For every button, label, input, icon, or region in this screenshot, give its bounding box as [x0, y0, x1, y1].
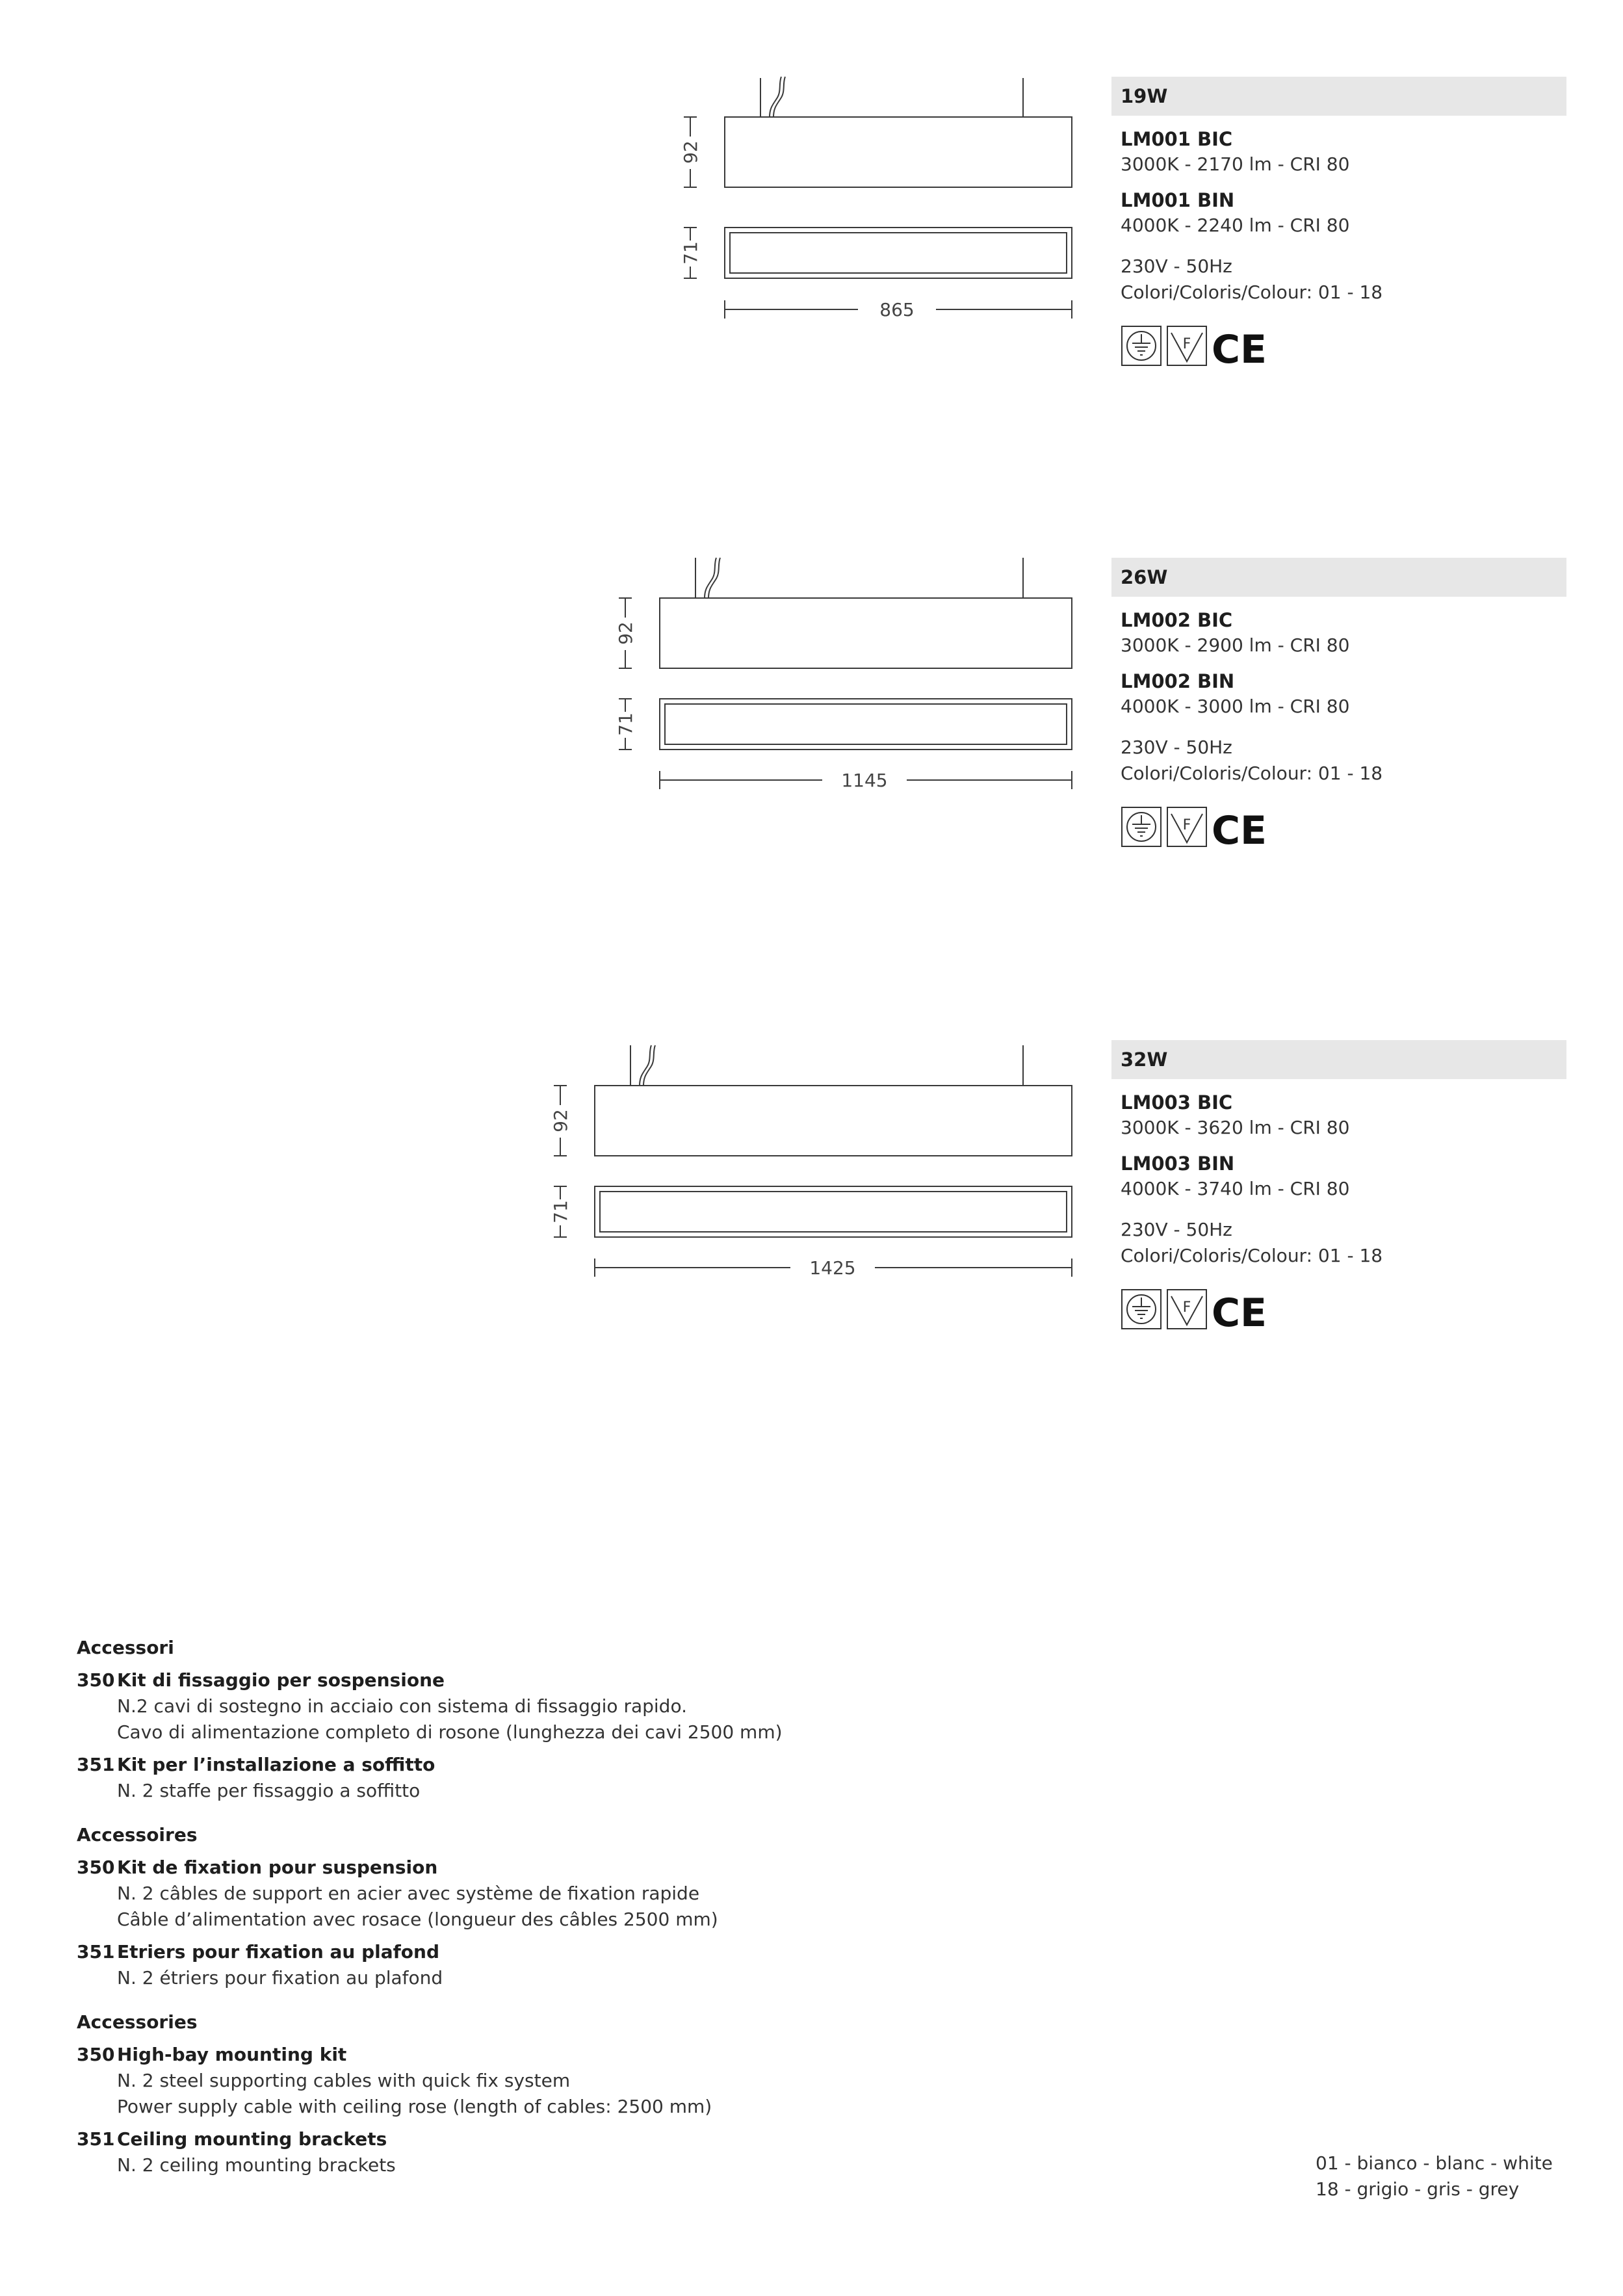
model-bic	[1121, 1089, 1566, 1140]
ce-mark-icon: CE	[1212, 808, 1267, 850]
product-spec-32w	[1111, 1040, 1566, 1333]
power-cable	[640, 1045, 651, 1086]
model-code: LM003 BIN	[1121, 1153, 1235, 1175]
accessory-description: N. 2 câbles de support en acier avec système de fixation rapide	[117, 1883, 700, 1904]
f-mark-icon	[1167, 1290, 1206, 1329]
model-bin	[1121, 187, 1566, 238]
model-code: LM003 BIC	[1121, 1091, 1233, 1114]
accessories-heading-en: Accessories	[77, 2011, 198, 2033]
product-drawing-26w	[598, 553, 1079, 813]
electrical-info	[1121, 254, 1566, 306]
f-mark-label: F	[1182, 1299, 1191, 1316]
voltage: 230V - 50Hz	[1121, 1219, 1232, 1240]
model-code: LM001 BIN	[1121, 189, 1235, 211]
colour-options: Colori/Coloris/Colour: 01 - 18	[1121, 1245, 1383, 1266]
depth-dimension: 71	[680, 241, 701, 265]
power-badge: 32W	[1111, 1040, 1566, 1079]
accessory-title: High-bay mounting kit	[117, 2044, 347, 2065]
model-code: LM001 BIC	[1121, 128, 1233, 150]
depth-dimension: 71	[615, 712, 636, 736]
accessory-description: N.2 cavi di sostegno in acciaio con sistema di fissaggio rapido.	[117, 1695, 687, 1717]
accessory-number: 350	[77, 2044, 115, 2065]
accessory-number: 351	[77, 2128, 115, 2150]
accessory-title: Etriers pour fixation au plafond	[117, 1941, 440, 1963]
f-mark-icon	[1167, 326, 1206, 365]
accessory-item	[77, 1939, 1052, 1991]
power-cable	[705, 558, 716, 598]
accessory-number: 350	[77, 1857, 115, 1878]
colour-legend	[1316, 2150, 1553, 2202]
luminaire-bottom-view	[725, 228, 1072, 278]
accessory-title: Kit di fissaggio per sospensione	[117, 1669, 445, 1691]
accessories-heading-it: Accessori	[77, 1637, 174, 1658]
power-cable-outline	[643, 1045, 655, 1086]
electrical-info	[1121, 1217, 1566, 1269]
model-spec: 3000K - 3620 lm - CRI 80	[1121, 1117, 1350, 1138]
product-drawing-32w	[533, 1040, 1079, 1300]
ce-mark-icon: CE	[1212, 1290, 1267, 1333]
model-bin	[1121, 1151, 1566, 1201]
height-dimension: 92	[615, 621, 636, 645]
model-spec: 4000K - 3000 lm - CRI 80	[1121, 696, 1350, 717]
accessory-description: N. 2 ceiling mounting brackets	[117, 2154, 396, 2176]
accessory-item	[77, 1855, 1052, 1933]
accessory-title: Kit per l’installazione a soffitto	[117, 1754, 435, 1775]
accessory-item	[77, 1667, 1052, 1745]
colour-options: Colori/Coloris/Colour: 01 - 18	[1121, 763, 1383, 784]
certification-marks	[1121, 805, 1566, 850]
height-dimension: 92	[550, 1109, 571, 1132]
accessory-description: Câble d’alimentation avec rosace (longueur des câbles 2500 mm)	[117, 1909, 718, 1930]
luminaire-side-view	[725, 117, 1072, 187]
voltage: 230V - 50Hz	[1121, 255, 1232, 277]
model-bic	[1121, 607, 1566, 658]
accessories-heading-fr: Accessoires	[77, 1824, 198, 1846]
accessory-description: Power supply cable with ceiling rose (length of cables: 2500 mm)	[117, 2096, 712, 2117]
luminaire-bottom-view	[595, 1186, 1072, 1237]
accessory-number: 350	[77, 1669, 115, 1691]
f-mark-label: F	[1182, 336, 1191, 352]
accessory-description: N. 2 steel supporting cables with quick fix system	[117, 2070, 571, 2091]
power-cable-outline	[708, 558, 720, 598]
model-spec: 4000K - 2240 lm - CRI 80	[1121, 215, 1350, 236]
model-bin	[1121, 668, 1566, 719]
power-badge: 26W	[1111, 558, 1566, 597]
accessory-title: Ceiling mounting brackets	[117, 2128, 387, 2150]
accessory-description: N. 2 staffe per fissaggio a soffitto	[117, 1780, 421, 1801]
power-cable	[770, 77, 781, 117]
earth-ground-icon	[1122, 1290, 1161, 1329]
luminaire-drawing	[533, 1040, 1079, 1300]
model-spec: 4000K - 3740 lm - CRI 80	[1121, 1178, 1350, 1199]
length-dimension: 1425	[809, 1257, 856, 1279]
luminaire-side-view	[660, 598, 1072, 668]
power-badge: 19W	[1111, 77, 1566, 116]
model-code: LM002 BIC	[1121, 609, 1233, 631]
model-spec: 3000K - 2900 lm - CRI 80	[1121, 634, 1350, 656]
model-code: LM002 BIN	[1121, 670, 1235, 692]
luminaire-bottom-view	[660, 699, 1072, 750]
luminaire-diffuser	[600, 1192, 1067, 1232]
accessories-section	[77, 1635, 1052, 2178]
f-mark-icon	[1167, 807, 1206, 846]
voltage: 230V - 50Hz	[1121, 737, 1232, 758]
accessory-item	[77, 2126, 1052, 2178]
height-dimension: 92	[680, 140, 701, 164]
accessory-item	[77, 2042, 1052, 2120]
colour-options: Colori/Coloris/Colour: 01 - 18	[1121, 281, 1383, 303]
length-dimension: 865	[879, 299, 915, 320]
luminaire-diffuser	[665, 704, 1067, 744]
power-cable-outline	[773, 77, 785, 117]
depth-dimension: 71	[550, 1200, 571, 1223]
colour-legend-item: 18 - grigio - gris - grey	[1316, 2178, 1520, 2200]
luminaire-diffuser	[730, 233, 1067, 273]
accessory-number: 351	[77, 1754, 115, 1775]
luminaire-drawing	[598, 553, 1079, 813]
accessory-description: N. 2 étriers pour fixation au plafond	[117, 1967, 443, 1989]
model-spec: 3000K - 2170 lm - CRI 80	[1121, 153, 1350, 175]
certification-marks	[1121, 324, 1566, 369]
accessory-title: Kit de fixation pour suspension	[117, 1857, 438, 1878]
ce-mark-icon: CE	[1212, 327, 1267, 369]
accessory-item	[77, 1752, 1052, 1804]
accessory-description: Cavo di alimentazione completo di rosone (lunghezza dei cavi 2500 mm)	[117, 1721, 783, 1743]
luminaire-side-view	[595, 1086, 1072, 1156]
product-spec-19w	[1111, 77, 1566, 369]
product-spec-26w	[1111, 558, 1566, 850]
colour-legend-item: 01 - bianco - blanc - white	[1316, 2152, 1553, 2174]
luminaire-drawing	[663, 72, 1079, 332]
earth-ground-icon	[1122, 807, 1161, 846]
length-dimension: 1145	[841, 770, 888, 791]
electrical-info	[1121, 735, 1566, 787]
accessory-number: 351	[77, 1941, 115, 1963]
product-drawing-19w	[663, 72, 1079, 332]
earth-ground-icon	[1122, 326, 1161, 365]
f-mark-label: F	[1182, 817, 1191, 833]
certification-marks	[1121, 1287, 1566, 1333]
model-bic	[1121, 126, 1566, 177]
